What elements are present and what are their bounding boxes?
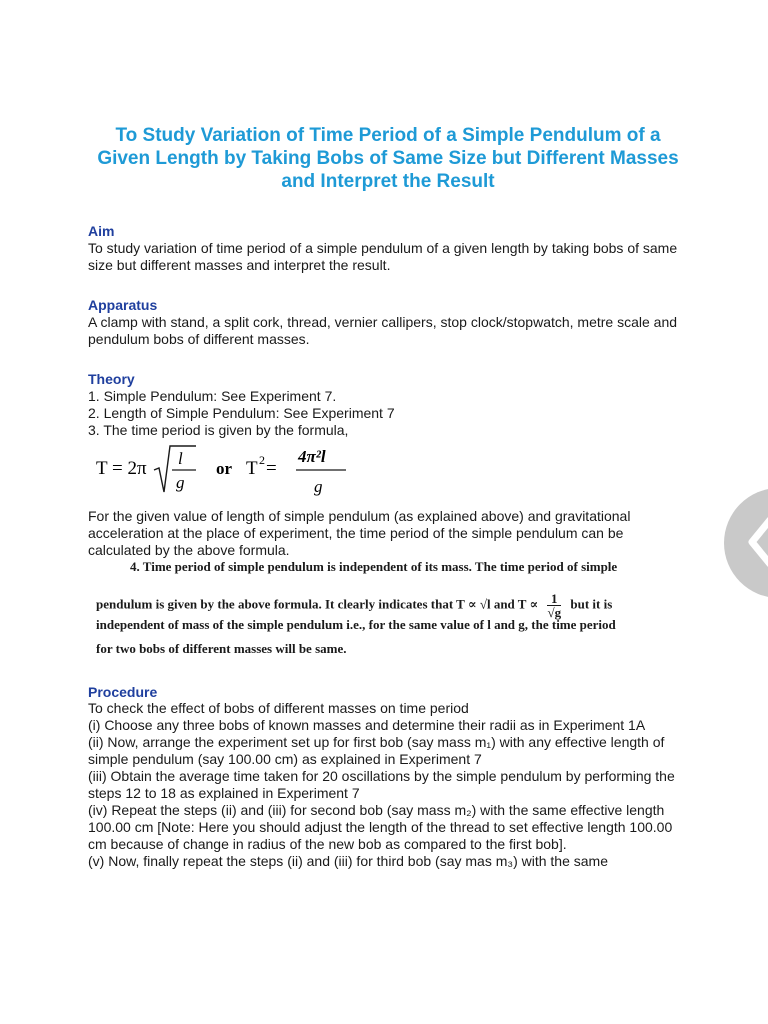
formula-t2-sup: 2 [259,453,265,467]
procedure-list [88,700,688,870]
chevron-left-icon [746,516,768,568]
formula-t2-eq: = [266,458,277,479]
procedure-step-3: (iii) Obtain the average time taken for 20 oscillations by the simple pendulum by performing the steps 12 to 18 as explained in Experiment 7 [88,768,675,801]
previous-page-button[interactable] [724,488,768,598]
sqrt-sign [154,446,196,492]
formula-frac-den: g [314,477,323,496]
theory-heading: Theory [88,371,135,387]
formula-num-l: l [178,449,183,468]
theory-paragraph-text: For the given value of length of simple pendulum (as explained above) and gravitational acceleration at the place of experiment, the time period of the simple pendulum can be calculated by the above formula. [88,508,631,558]
formula-t2: T [246,458,258,479]
formula-graphic [96,440,396,504]
procedure-heading: Procedure [88,684,158,700]
point4-line4: for two bobs of different masses will be same. [96,641,347,656]
aim-paragraph: To study variation of time period of a simple pendulum of a given length by taking bobs of same size but different masses and interpret the result. [88,240,678,273]
formula-den-g: g [176,473,185,492]
point4-line3: independent of mass of the simple pendulum i.e., for the same value of l and g, the time period [96,617,616,632]
aim-text [88,240,688,274]
theory-paragraph [88,508,688,559]
theory-item-2: 2. Length of Simple Pendulum: See Experiment 7 [88,405,395,421]
procedure-line-intro: To check the effect of bobs of different masses on time period [88,700,469,716]
point4-line2 [96,592,676,619]
formula-t-eq: T = 2π [96,458,147,479]
apparatus-paragraph: A clamp with stand, a split cork, thread, vernier callipers, stop clock/stopwatch, metre scale and pendulum bobs of different masses. [88,314,678,347]
procedure-step-4: (iv) Repeat the steps (ii) and (iii) for second bob (say mass m₂) with the same effective length 100.00 cm [Note: Here you should adjust the length of the thread to set effective length 100.00 cm because of change in radius of the new bob as compared to the first bob]. [88,802,673,852]
apparatus-heading: Apparatus [88,297,158,313]
theory-item-1: 1. Simple Pendulum: See Experiment 7. [88,388,337,404]
point4-line2a: pendulum is given by the above formula. It clearly indicates that T ∝ √l and T ∝ [96,596,539,612]
procedure-step-5: (v) Now, finally repeat the steps (ii) and (iii) for third bob (say mas m₃) with the same [88,853,608,869]
page-title: To Study Variation of Time Period of a Simple Pendulum of a Given Length by Taking Bobs of Same Size but Different Masses and Interpret the Result [97,125,679,192]
point4-frac-den: √g [547,605,562,620]
apparatus-text [88,314,688,348]
theory-item-3: 3. The time period is given by the formula, [88,422,349,438]
procedure-step-2: (ii) Now, arrange the experiment set up for first bob (say mass m₁) with any effective length of simple pendulum (say 100.00 cm) as explained in Experiment 7 [88,734,665,767]
theory-list [88,388,688,439]
period-formula [96,440,396,504]
point4-line2b: but it is [570,596,613,612]
point4-frac-num: 1 [547,592,561,606]
aim-heading: Aim [88,223,115,239]
formula-or: or [216,459,233,478]
procedure-step-1: (i) Choose any three bobs of known masses and determine their radii as in Experiment 1A [88,717,646,733]
point4-fraction [547,592,561,619]
point4-line1: 4. Time period of simple pendulum is independent of its mass. The time period of simple [130,559,618,574]
formula-frac-num: 4π²l [298,447,326,466]
